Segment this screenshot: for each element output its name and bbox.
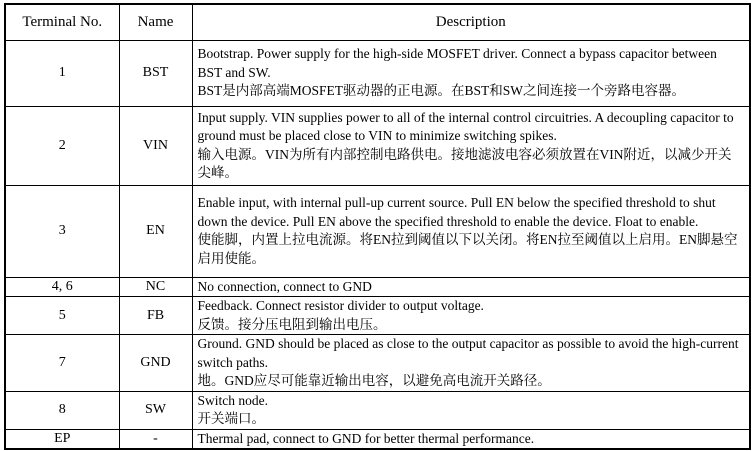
table-row-nc: [5, 277, 750, 297]
description-zh: 输入电源。VIN为所有内部控制电路供电。接地滤波电容必须放置在VIN附近，以减少开关尖峰。: [197, 146, 732, 180]
table-row-gnd: [5, 335, 750, 392]
table-row-vin: [5, 106, 750, 185]
terminal-description-cell: [192, 40, 750, 106]
terminal-no-cell: 3: [5, 185, 119, 277]
table-row-bst: [5, 40, 750, 106]
terminal-description-cell: [192, 106, 750, 185]
description-zh: 使能脚，内置上拉电流源。将EN拉到阈值以下以关闭。将EN拉至阈值以上启用。EN脚悬空启用使能。: [197, 232, 738, 266]
terminal-description-table: [4, 3, 751, 450]
terminal-no-cell: 8: [5, 391, 119, 429]
table-row-ep: [5, 429, 750, 449]
terminal-description-cell: [192, 277, 750, 297]
table-body: [5, 40, 750, 449]
description-en: Bootstrap. Power supply for the high-side MOSFET driver. Connect a bypass capacitor between BST and SW.: [197, 46, 717, 80]
description-zh: 反馈。接分压电阻到输出电压。: [197, 316, 387, 332]
terminal-no-cell: 2: [5, 106, 119, 185]
description-en: Input supply. VIN supplies power to all of the internal control circuitries. A decoupling capacitor to ground must be placed close to VIN to minimize switching spikes.: [197, 109, 734, 143]
header-row: [5, 4, 750, 40]
terminal-name-cell: GND: [119, 335, 192, 392]
description-en: Ground. GND should be placed as close to the output capacitor as possible to avoid the high-current switch paths.: [197, 336, 739, 370]
terminal-no-cell: 1: [5, 40, 119, 106]
description-en: No connection, connect to GND: [197, 278, 372, 294]
description-en: Switch node.: [197, 392, 268, 408]
table-row-en: [5, 185, 750, 277]
terminal-description-cell: [192, 297, 750, 335]
header-name: Name: [119, 4, 192, 40]
terminal-description-cell: [192, 391, 750, 429]
terminal-name-cell: VIN: [119, 106, 192, 185]
description-zh: 地。GND应尽可能靠近输出电容，以避免高电流开关路径。: [197, 373, 551, 388]
header-terminal-no: Terminal No.: [5, 4, 119, 40]
terminal-no-cell: EP: [5, 429, 119, 449]
description-en: Thermal pad, connect to GND for better thermal performance.: [197, 430, 535, 446]
terminal-name-cell: SW: [119, 391, 192, 429]
table-row-fb: [5, 297, 750, 335]
table-header: [5, 4, 750, 40]
terminal-no-cell: 5: [5, 297, 119, 335]
terminal-no-cell: 4, 6: [5, 277, 119, 297]
description-zh: 开关端口。: [197, 411, 265, 426]
terminal-name-cell: BST: [119, 40, 192, 106]
terminal-description-cell: [192, 429, 750, 449]
header-description: Description: [192, 4, 750, 40]
terminal-name-cell: NC: [119, 277, 192, 297]
table-row-sw: [5, 391, 750, 429]
terminal-no-cell: 7: [5, 335, 119, 392]
description-en: Enable input, with internal pull-up current source. Pull EN below the specified threshold to shut down the device. Pull EN above the specified threshold to enable the device. Float to enable.: [197, 195, 716, 229]
terminal-name-cell: -: [119, 429, 192, 449]
terminal-name-cell: EN: [119, 185, 192, 277]
terminal-name-cell: FB: [119, 297, 192, 335]
terminal-description-cell: [192, 335, 750, 392]
description-en: Feedback. Connect resistor divider to output voltage.: [197, 298, 484, 313]
description-zh: BST是内部高端MOSFET驱动器的正电源。在BST和SW之间连接一个旁路电容器。: [197, 83, 686, 99]
terminal-description-cell: [192, 185, 750, 277]
